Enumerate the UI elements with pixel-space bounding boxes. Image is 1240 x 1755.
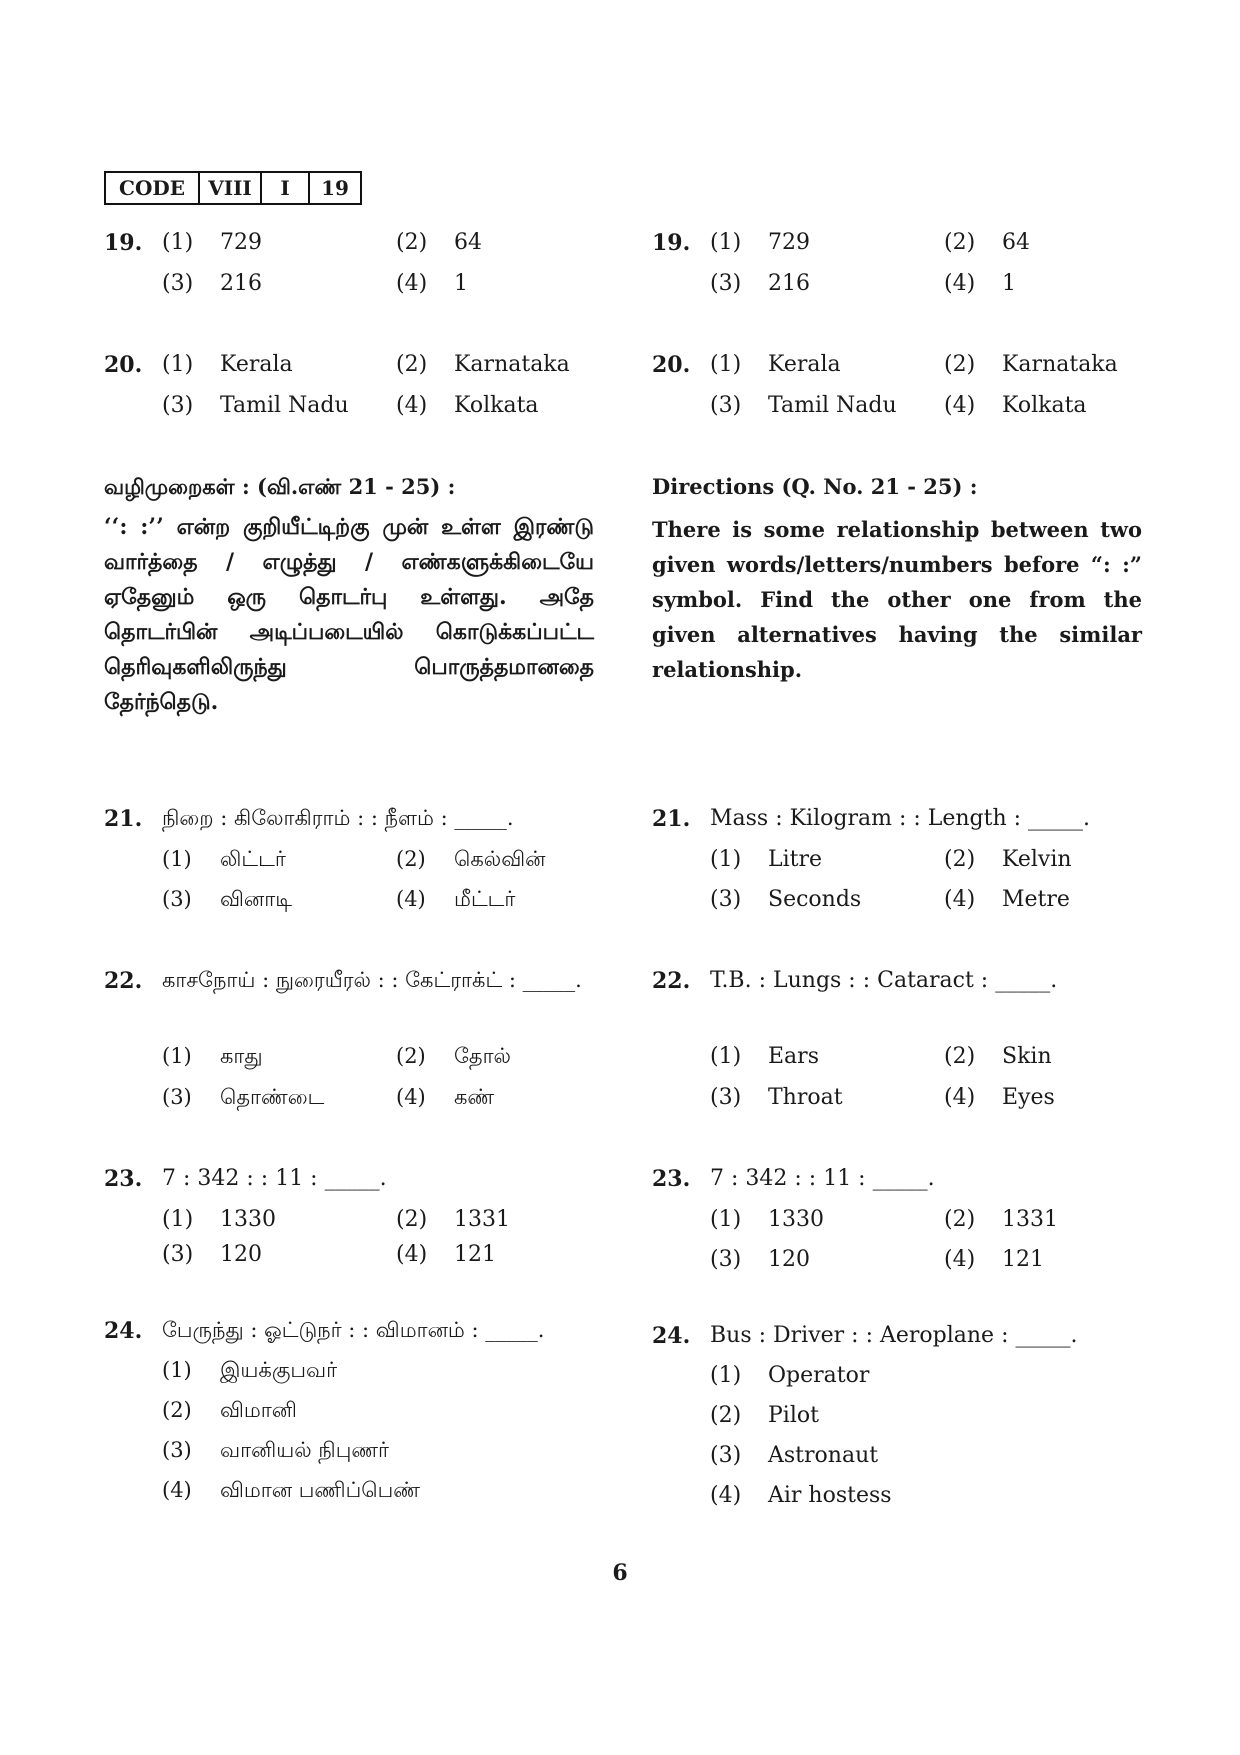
- question-number: 23.: [652, 1166, 691, 1192]
- directions-body: There is some relationship between two given words/letters/numbers before “: :” symbol. Find the other one from the given alternatives having the similar relationship.: [652, 517, 1142, 682]
- option-label: (3): [710, 393, 742, 418]
- option-text: 729: [220, 230, 262, 255]
- option-text: விமானி: [220, 1398, 297, 1422]
- option-label: (4): [944, 393, 976, 418]
- option-text: 1331: [1002, 1207, 1058, 1232]
- option-text: 1330: [768, 1207, 824, 1232]
- option-label: (3): [162, 1085, 192, 1109]
- option-text: Litre: [768, 847, 823, 872]
- question-stem: Mass : Kilogram : : Length : _____.: [710, 806, 1091, 831]
- option-label: (4): [396, 887, 426, 911]
- directions-heading: Directions (Q. No. 21 - 25) :: [652, 474, 978, 499]
- option-label: (2): [944, 1044, 976, 1069]
- option-label: (3): [710, 1247, 742, 1272]
- option-text: இயக்குபவர்: [220, 1358, 338, 1382]
- option-text: Tamil Nadu: [768, 393, 897, 418]
- question-stem: 7 : 342 : : 11 : _____.: [710, 1166, 935, 1191]
- question-number: 23.: [104, 1166, 143, 1192]
- question-number: 24.: [652, 1323, 691, 1349]
- question-number: 22.: [652, 968, 691, 994]
- option-text: Throat: [768, 1085, 843, 1110]
- option-text: வினாடி: [220, 887, 292, 911]
- option-label: (3): [710, 271, 742, 296]
- option-label: (2): [944, 352, 976, 377]
- option-text: 64: [454, 230, 482, 255]
- question-number: 20.: [652, 352, 691, 378]
- question-stem: Bus : Driver : : Aeroplane : _____.: [710, 1323, 1078, 1348]
- option-text: கண்: [454, 1085, 495, 1109]
- option-text: 216: [768, 271, 810, 296]
- option-text: Karnataka: [1002, 352, 1118, 377]
- option-text: 729: [768, 230, 810, 255]
- option-text: Kelvin: [1002, 847, 1072, 872]
- option-label: (1): [710, 1363, 742, 1388]
- option-text: மீட்டர்: [454, 887, 516, 911]
- option-label: (1): [710, 230, 742, 255]
- option-text: 1331: [454, 1207, 510, 1232]
- option-label: (2): [944, 230, 976, 255]
- option-label: (4): [944, 1247, 976, 1272]
- option-label: (1): [162, 1207, 194, 1232]
- option-text: வானியல் நிபுணர்: [220, 1438, 390, 1462]
- option-label: (1): [162, 1044, 192, 1068]
- option-text: Kolkata: [454, 393, 539, 418]
- option-text: Karnataka: [454, 352, 570, 377]
- option-label: (3): [162, 393, 194, 418]
- option-text: லிட்டர்: [220, 847, 286, 871]
- option-label: (4): [710, 1483, 742, 1508]
- option-text: 121: [454, 1242, 496, 1267]
- option-label: (4): [162, 1478, 192, 1502]
- question-number: 22.: [104, 968, 143, 994]
- option-text: Operator: [768, 1363, 870, 1388]
- option-label: (4): [396, 393, 428, 418]
- option-label: (1): [710, 352, 742, 377]
- option-label: (4): [396, 271, 428, 296]
- question-number: 19.: [652, 230, 691, 256]
- option-text: Eyes: [1002, 1085, 1055, 1110]
- option-text: 1: [454, 271, 468, 296]
- option-text: Skin: [1002, 1044, 1052, 1069]
- option-text: கெல்வின்: [454, 847, 546, 871]
- option-label: (1): [162, 847, 192, 871]
- option-label: (3): [710, 887, 742, 912]
- question-stem: 7 : 342 : : 11 : _____.: [162, 1166, 387, 1191]
- option-text: 1: [1002, 271, 1016, 296]
- option-label: (1): [162, 352, 194, 377]
- option-text: 121: [1002, 1247, 1044, 1272]
- code-class: VIII: [200, 173, 262, 203]
- option-label: (3): [162, 1438, 192, 1462]
- code-box: [104, 171, 362, 205]
- option-label: (2): [710, 1403, 742, 1428]
- option-label: (2): [162, 1398, 192, 1422]
- directions-heading: வழிமுறைகள் : (வி.எண் 21 - 25) :: [104, 474, 456, 499]
- option-text: Metre: [1002, 887, 1070, 912]
- option-label: (3): [162, 271, 194, 296]
- option-text: Astronaut: [768, 1443, 879, 1468]
- option-label: (1): [162, 1358, 192, 1382]
- option-label: (1): [710, 1207, 742, 1232]
- question-stem: காசநோய் : நுரையீரல் : : கேட்ராக்ட் : _____.: [162, 968, 582, 992]
- option-label: (2): [396, 1044, 426, 1068]
- option-text: Pilot: [768, 1403, 819, 1428]
- option-text: 120: [768, 1247, 810, 1272]
- option-text: Kerala: [220, 352, 293, 377]
- question-number: 19.: [104, 230, 143, 256]
- option-label: (4): [396, 1242, 428, 1267]
- option-text: 64: [1002, 230, 1030, 255]
- option-text: Kerala: [768, 352, 841, 377]
- option-text: Ears: [768, 1044, 819, 1069]
- code-year: 19: [321, 176, 349, 200]
- option-text: 120: [220, 1242, 262, 1267]
- option-label: (3): [162, 887, 192, 911]
- question-number: 20.: [104, 352, 143, 378]
- option-label: (2): [396, 352, 428, 377]
- option-text: 216: [220, 271, 262, 296]
- option-text: Tamil Nadu: [220, 393, 349, 418]
- option-text: Seconds: [768, 887, 862, 912]
- question-stem: நிறை : கிலோகிராம் : : நீளம் : _____.: [162, 806, 514, 830]
- directions-body: ‘‘: :’’ என்ற குறியீட்டிற்கு முன் உள்ள இரண்டு வார்த்தை / எழுத்து / எண்களுக்கிடையே ஏதேனும் ஒரு தொடர்பு உள்ளது. அதே தொடர்பின் அடிப்படையில் கொடுக்கப்பட்ட தெரிவுகளிலிருந்து பொருத்தமானதை தேர்ந்தெடு.: [104, 514, 594, 715]
- option-text: Air hostess: [768, 1483, 892, 1508]
- question-number: 21.: [104, 806, 143, 832]
- option-label: (3): [710, 1443, 742, 1468]
- question-stem: பேருந்து : ஓட்டுநர் : : விமானம் : _____.: [162, 1318, 545, 1342]
- question-number: 21.: [652, 806, 691, 832]
- option-label: (4): [944, 271, 976, 296]
- option-label: (2): [944, 847, 976, 872]
- code-section: I: [262, 173, 310, 203]
- option-label: (4): [944, 1085, 976, 1110]
- option-text: தோல்: [454, 1044, 511, 1068]
- option-label: (1): [710, 847, 742, 872]
- option-label: (2): [396, 847, 426, 871]
- page-number: 6: [612, 1560, 628, 1586]
- code-label: CODE: [106, 173, 200, 203]
- option-label: (4): [944, 887, 976, 912]
- option-text: Kolkata: [1002, 393, 1087, 418]
- option-label: (3): [710, 1085, 742, 1110]
- option-label: (2): [944, 1207, 976, 1232]
- option-label: (1): [710, 1044, 742, 1069]
- question-stem: T.B. : Lungs : : Cataract : _____.: [710, 968, 1058, 993]
- option-label: (2): [396, 230, 428, 255]
- option-text: 1330: [220, 1207, 276, 1232]
- option-label: (3): [162, 1242, 194, 1267]
- option-text: விமான பணிப்பெண்: [220, 1478, 420, 1502]
- option-label: (2): [396, 1207, 428, 1232]
- option-label: (1): [162, 230, 194, 255]
- question-number: 24.: [104, 1318, 143, 1344]
- option-text: காது: [220, 1044, 263, 1068]
- option-text: தொண்டை: [220, 1085, 325, 1109]
- option-label: (4): [396, 1085, 426, 1109]
